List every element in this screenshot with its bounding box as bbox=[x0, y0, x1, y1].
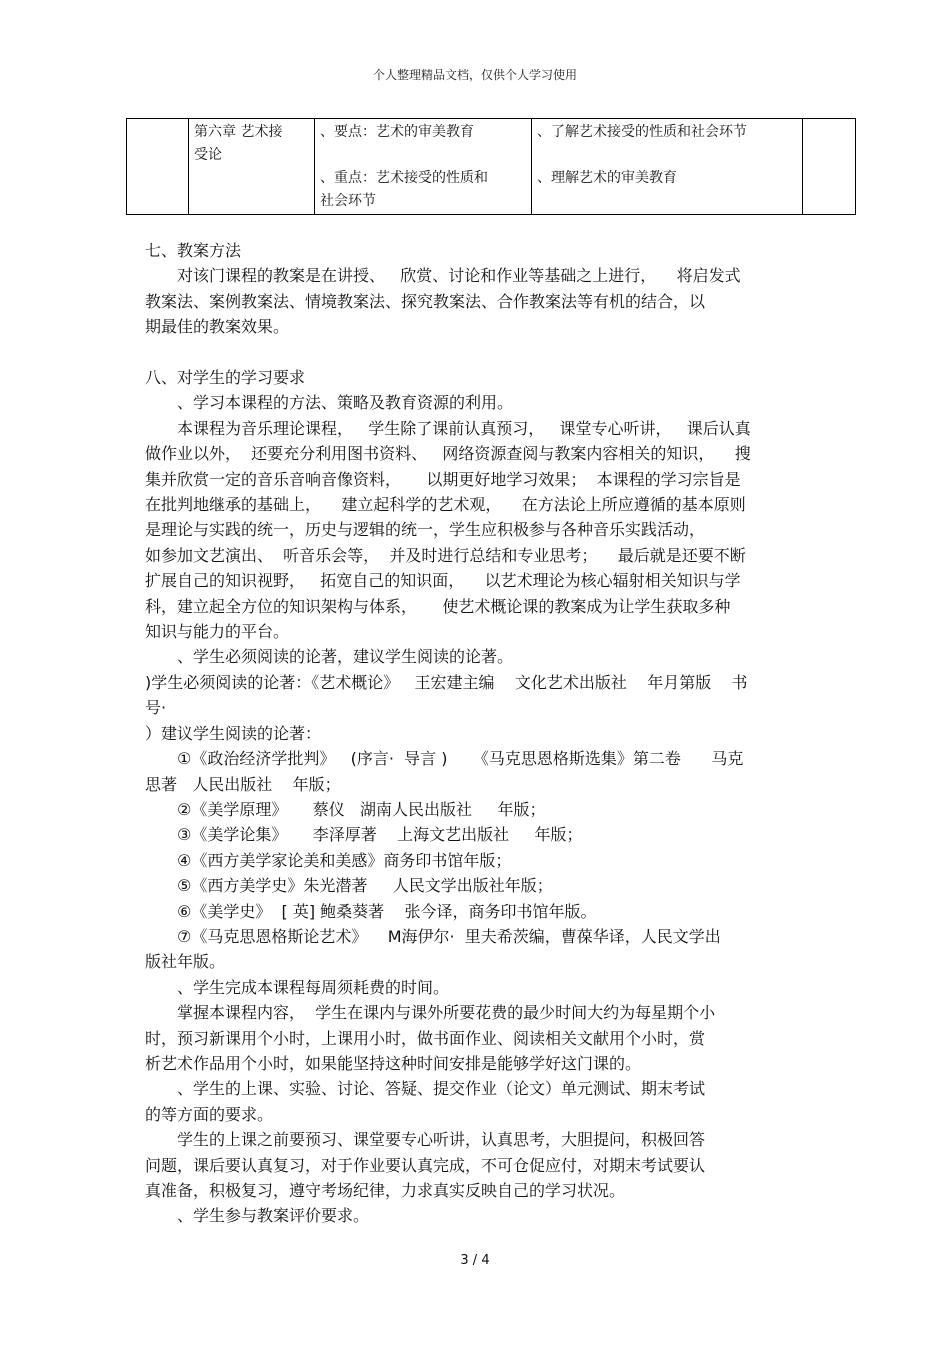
paragraph-line: 期最佳的教案效果。 bbox=[145, 317, 290, 337]
reference-item-cont: 版社年版。 bbox=[145, 952, 226, 972]
paragraph-line: 教案法、案例教案法、情境教案法、探究教案法、合作教案法等有机的结合，以 bbox=[145, 291, 706, 311]
document-body bbox=[145, 238, 815, 1229]
reference-item: ⑦《马克思恩格斯论艺术》 M海伊尔· 里夫希茨编，曹葆华译，人民文学出 bbox=[177, 926, 721, 946]
reference-item: ⑥《美学史》 [ 英] 鲍桑葵著 张今译，商务印书馆年版。 bbox=[177, 901, 597, 921]
reference-item: ③《美学论集》 李泽厚著 上海文艺出版社 年版； bbox=[177, 825, 583, 845]
section-heading: 七、教案方法 bbox=[145, 241, 242, 260]
paragraph-line: 科，建立起全方位的知识架构与体系， 使艺术概论课的教案成为让学生获取多种 bbox=[145, 596, 731, 616]
reference-item: ①《政治经济学批判》 (序言· 导言 ) 《马克思恩格斯选集》第二卷 马克 bbox=[177, 749, 744, 769]
paragraph-line: 扩展自己的知识视野， 拓宽自己的知识面， 以艺术理论为核心辐射相关知识与学 bbox=[145, 571, 741, 591]
paragraph-line: ）建议学生阅读的论著： bbox=[145, 723, 322, 743]
syllabus-table bbox=[126, 118, 856, 215]
reference-item: ②《美学原理》 蔡仪 湖南人民出版社 年版； bbox=[177, 799, 546, 819]
table-cell-empty bbox=[803, 119, 856, 215]
page-number: 3 / 4 bbox=[460, 1253, 490, 1268]
paragraph-line: 的等方面的要求。 bbox=[145, 1104, 274, 1124]
page-header: 个人整理精品文档，仅供个人学习使用 bbox=[372, 68, 577, 82]
subsection-heading: 、学生的上课、实验、讨论、答疑、提交作业（论文）单元测试、期末考试 bbox=[177, 1079, 706, 1099]
subsection-heading: 、学习本课程的方法、策略及教育资源的利用。 bbox=[177, 393, 514, 413]
subsection-heading: 、学生必须阅读的论著，建议学生阅读的论著。 bbox=[177, 647, 514, 667]
paragraph-line: 在批判地继承的基础上， 建立起科学的艺术观， 在方法论上所应遵循的基本原则 bbox=[145, 495, 746, 515]
subsection-heading: 、学生完成本课程每周须耗费的时间。 bbox=[177, 977, 450, 997]
reference-item: ⑤《西方美学史》朱光潜著 人民文学出版社年版； bbox=[177, 876, 553, 896]
focus-points-cont: 社会环节 bbox=[320, 193, 376, 209]
paragraph-line: 本课程为音乐理论课程， 学生除了课前认真预习， 课堂专心听讲， 课后认真 bbox=[177, 418, 751, 438]
subsection-heading: 、学生参与教案评价要求。 bbox=[177, 1206, 370, 1226]
table-cell-chapter bbox=[189, 119, 315, 215]
paragraph-line: 是理论与实践的统一，历史与逻辑的统一，学生应积极参与各种音乐实践活动， bbox=[145, 520, 706, 540]
paragraph-line: 真准备，积极复习，遵守考场纪律，力求真实反映自己的学习状况。 bbox=[145, 1181, 626, 1201]
paragraph-line: 号· bbox=[145, 698, 167, 718]
goal-understand: 、了解艺术接受的性质和社会环节 bbox=[537, 124, 747, 140]
chapter-title-cont: 受论 bbox=[194, 147, 222, 163]
blank-line bbox=[145, 340, 815, 365]
paragraph-line: 集并欣赏一定的音乐音响音像资料， 以期更好地学习效果； 本课程的学习宗旨是 bbox=[145, 469, 741, 489]
table-cell-goals bbox=[532, 119, 803, 215]
paragraph-line: 如参加文艺演出、 听音乐会等， 并及时进行总结和专业思考； 最后就是还要不断 bbox=[145, 545, 746, 565]
table-cell-empty bbox=[127, 119, 189, 215]
paragraph-line: 时，预习新课用个小时，上课用小时，做书面作业、阅读相关文献用个小时，赏 bbox=[145, 1028, 706, 1048]
chapter-title: 第六章 艺术接 bbox=[194, 124, 283, 140]
paragraph-line: 析艺术作品用个小时，如果能坚持这种时间安排是能够学好这门课的。 bbox=[145, 1053, 642, 1073]
paragraph-line: 做作业以外， 还要充分利用图书资料、 网络资源查阅与教案内容相关的知识， 搜 bbox=[145, 444, 751, 464]
paragraph-line: 对该门课程的教案是在讲授、 欣赏、讨论和作业等基础之上进行， 将启发式 bbox=[177, 266, 741, 286]
paragraph-line: 知识与能力的平台。 bbox=[145, 622, 290, 642]
section-heading: 八、对学生的学习要求 bbox=[145, 368, 306, 388]
paragraph-line: )学生必须阅读的论著：《艺术概论》 王宏建主编 文化艺术出版社 年月第版 书 bbox=[145, 672, 748, 692]
key-points: 、要点：艺术的审美教育 bbox=[320, 124, 474, 140]
paragraph-line: 掌握本课程内容， 学生在课内与课外所要花费的最少时间大约为每星期个小 bbox=[177, 1003, 716, 1023]
table-cell-points bbox=[315, 119, 532, 215]
paragraph-line: 学生的上课之前要预习、课堂要专心听讲，认真思考，大胆提问，积极回答 bbox=[177, 1130, 706, 1150]
paragraph-line: 问题，课后要认真复习，对于作业要认真完成，不可仓促应付，对期末考试要认 bbox=[145, 1155, 706, 1175]
focus-points: 、重点：艺术接受的性质和 bbox=[320, 170, 488, 186]
goal-comprehend: 、理解艺术的审美教育 bbox=[537, 170, 677, 186]
table-row bbox=[127, 119, 856, 215]
reference-item-cont: 思著 人民出版社 年版； bbox=[145, 774, 341, 794]
reference-item: ④《西方美学家论美和美感》商务印书馆年版； bbox=[177, 850, 512, 870]
